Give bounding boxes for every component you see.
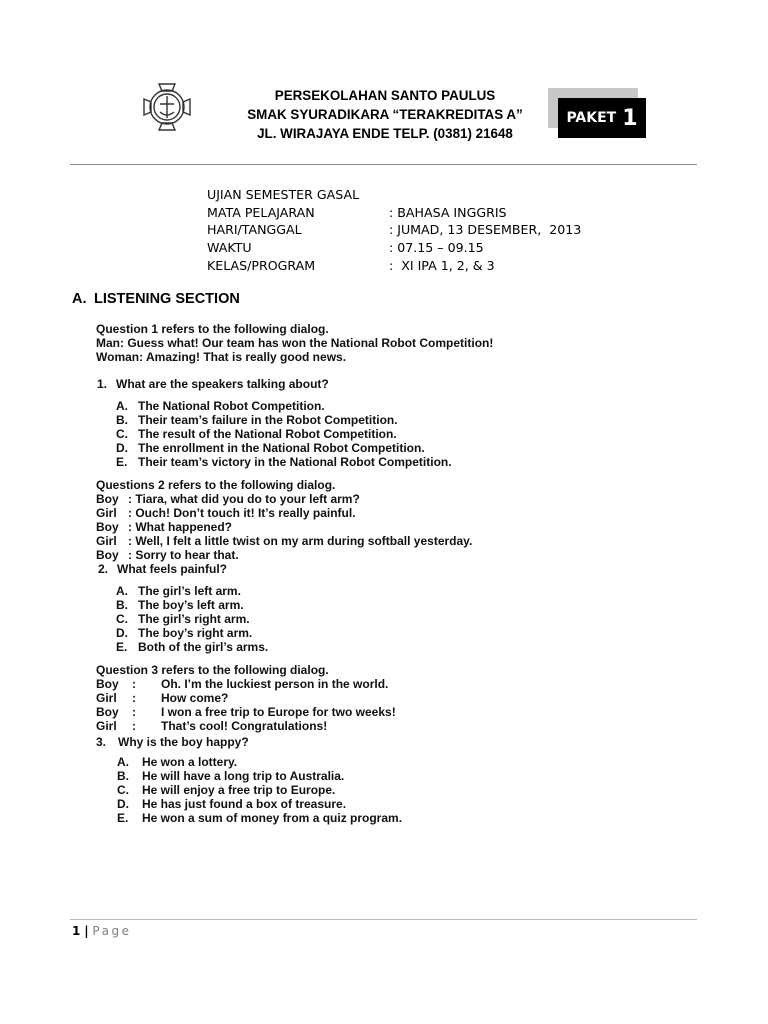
exam-info [207, 186, 581, 274]
option-text: Their team’s victory in the National Robot Competition. [138, 455, 452, 469]
speaker-colon: : [132, 705, 136, 719]
school-crest-logo [138, 78, 196, 136]
utterance: Oh. I’m the luckiest person in the world. [161, 677, 389, 691]
dialog-line [96, 691, 396, 705]
footer-divider [70, 919, 697, 920]
answer-option[interactable] [116, 441, 452, 455]
q3-dialog [96, 663, 396, 733]
question-1 [97, 377, 329, 391]
q1-options [116, 399, 452, 469]
speaker: Boy [96, 677, 119, 691]
q1-intro: Question 1 refers to the following dialog. [96, 322, 329, 336]
option-text: He will enjoy a free trip to Europe. [142, 783, 336, 797]
speaker-colon: : [132, 677, 136, 691]
speaker: Girl [96, 719, 117, 733]
answer-option[interactable] [116, 640, 268, 654]
answer-option[interactable] [117, 755, 402, 769]
answer-option[interactable] [116, 612, 268, 626]
question-number: 1. [97, 377, 108, 391]
utterance: : Tiara, what did you do to your left arm? [128, 492, 360, 506]
dialog-line [96, 705, 396, 719]
speaker-colon: : [132, 691, 136, 705]
dialog-line [96, 719, 396, 733]
option-text: Their team’s failure in the Robot Competition. [138, 413, 398, 427]
exam-info-row [207, 204, 581, 222]
question-3 [96, 735, 249, 749]
option-letter: D. [116, 441, 128, 455]
dialog-line [96, 677, 396, 691]
speaker: Girl [96, 534, 117, 548]
answer-option[interactable] [116, 399, 452, 413]
question-text: Why is the boy happy? [118, 735, 249, 749]
option-letter: E. [117, 811, 129, 825]
answer-option[interactable] [117, 769, 402, 783]
paket-badge [558, 98, 646, 138]
q2-options [116, 584, 268, 654]
question-number: 3. [96, 735, 107, 749]
exam-info-value: : BAHASA INGGRIS [389, 204, 507, 220]
utterance: : Well, I felt a little twist on my arm during softball yesterday. [128, 534, 473, 548]
utterance: : What happened? [128, 520, 232, 534]
speaker-colon: : [132, 719, 136, 733]
exam-info-label: MATA PELAJARAN [207, 204, 315, 220]
dialog-line [96, 492, 472, 506]
option-letter: A. [116, 584, 128, 598]
section-number: A. [72, 291, 87, 307]
option-letter: A. [117, 755, 129, 769]
section-heading [72, 291, 240, 307]
option-letter: D. [116, 626, 128, 640]
option-letter: E. [116, 455, 128, 469]
question-text: What feels painful? [117, 562, 228, 576]
q1-dialog [96, 322, 493, 364]
dialog-line [96, 548, 472, 562]
utterance: How come? [161, 691, 229, 705]
answer-option[interactable] [116, 598, 268, 612]
page-number: 1 [72, 924, 81, 938]
question-text: What are the speakers talking about? [116, 377, 329, 391]
utterance: : Ouch! Don’t touch it! It’s really painful. [128, 506, 356, 520]
option-text: The result of the National Robot Competition. [138, 427, 397, 441]
speaker: Boy [96, 520, 119, 534]
option-letter: C. [117, 783, 129, 797]
q3-options [117, 755, 402, 825]
speaker: Boy [96, 548, 119, 562]
paket-label: PAKET [566, 110, 617, 126]
question-2 [98, 562, 227, 576]
utterance: That’s cool! Congratulations! [161, 719, 328, 733]
dialog-line [96, 520, 472, 534]
paket-number: 1 [622, 105, 638, 131]
option-letter: B. [116, 598, 128, 612]
exam-info-label: KELAS/PROGRAM [207, 257, 316, 273]
exam-title: UJIAN SEMESTER GASAL [207, 187, 360, 202]
option-text: He won a lottery. [142, 755, 238, 769]
exam-info-value: : XI IPA 1, 2, & 3 [389, 257, 495, 273]
question-number: 2. [98, 562, 109, 576]
answer-option[interactable] [116, 584, 268, 598]
option-letter: B. [117, 769, 129, 783]
option-text: He has just found a box of treasure. [142, 797, 347, 811]
option-letter: D. [117, 797, 129, 811]
speaker: Boy [96, 705, 119, 719]
dialog-line [96, 506, 472, 520]
exam-info-label: HARI/TANGGAL [207, 222, 302, 238]
option-letter: C. [116, 612, 128, 626]
speaker: Boy [96, 492, 119, 506]
speaker: Girl [96, 691, 117, 705]
answer-option[interactable] [116, 413, 452, 427]
footer-separator: | [84, 924, 89, 938]
answer-option[interactable] [117, 783, 402, 797]
answer-option[interactable] [116, 455, 452, 469]
option-text: He will have a long trip to Australia. [142, 769, 345, 783]
exam-info-row [207, 221, 581, 239]
option-letter: B. [116, 413, 128, 427]
option-text: The boy’s left arm. [138, 598, 244, 612]
header-divider [70, 164, 697, 165]
answer-option[interactable] [117, 797, 402, 811]
utterance: I won a free trip to Europe for two weeks! [161, 705, 396, 719]
answer-option[interactable] [116, 427, 452, 441]
q2-dialog [96, 478, 472, 562]
page-label: Page [92, 924, 132, 938]
dialog-line: Man: Guess what! Our team has won the National Robot Competition! [96, 336, 494, 350]
school-name: PERSEKOLAHAN SANTO PAULUS [274, 88, 496, 103]
option-letter: E. [116, 640, 128, 654]
speaker: Girl [96, 506, 117, 520]
utterance: : Sorry to hear that. [128, 548, 239, 562]
option-text: The girl’s right arm. [138, 612, 250, 626]
section-title: LISTENING SECTION [94, 291, 240, 307]
option-text: The National Robot Competition. [138, 399, 325, 413]
option-letter: C. [116, 427, 128, 441]
option-text: Both of the girl’s arms. [138, 640, 269, 654]
page-footer [72, 924, 131, 938]
answer-option[interactable] [117, 811, 402, 825]
exam-info-row [207, 186, 581, 204]
option-text: The boy’s right arm. [138, 626, 253, 640]
school-header [220, 86, 550, 143]
option-text: The girl’s left arm. [138, 584, 241, 598]
school-address: JL. WIRAJAYA ENDE TELP. (0381) 21648 [257, 126, 513, 141]
exam-info-value: : 07.15 – 09.15 [389, 240, 484, 256]
exam-info-row [207, 257, 581, 275]
dialog-line [96, 534, 472, 548]
dialog-line: Woman: Amazing! That is really good news. [96, 350, 347, 364]
school-accreditation: SMAK SYURADIKARA “TERAKREDITAS A” [247, 107, 523, 122]
answer-option[interactable] [116, 626, 268, 640]
option-text: The enrollment in the National Robot Competition. [138, 441, 425, 455]
exam-info-label: WAKTU [207, 240, 252, 256]
option-letter: A. [116, 399, 128, 413]
exam-info-value: : JUMAD, 13 DESEMBER, 2013 [389, 222, 582, 238]
q3-intro: Question 3 refers to the following dialog. [96, 663, 329, 677]
option-text: He won a sum of money from a quiz program. [142, 811, 403, 825]
q2-intro: Questions 2 refers to the following dialog. [96, 478, 336, 492]
exam-info-row [207, 239, 581, 257]
